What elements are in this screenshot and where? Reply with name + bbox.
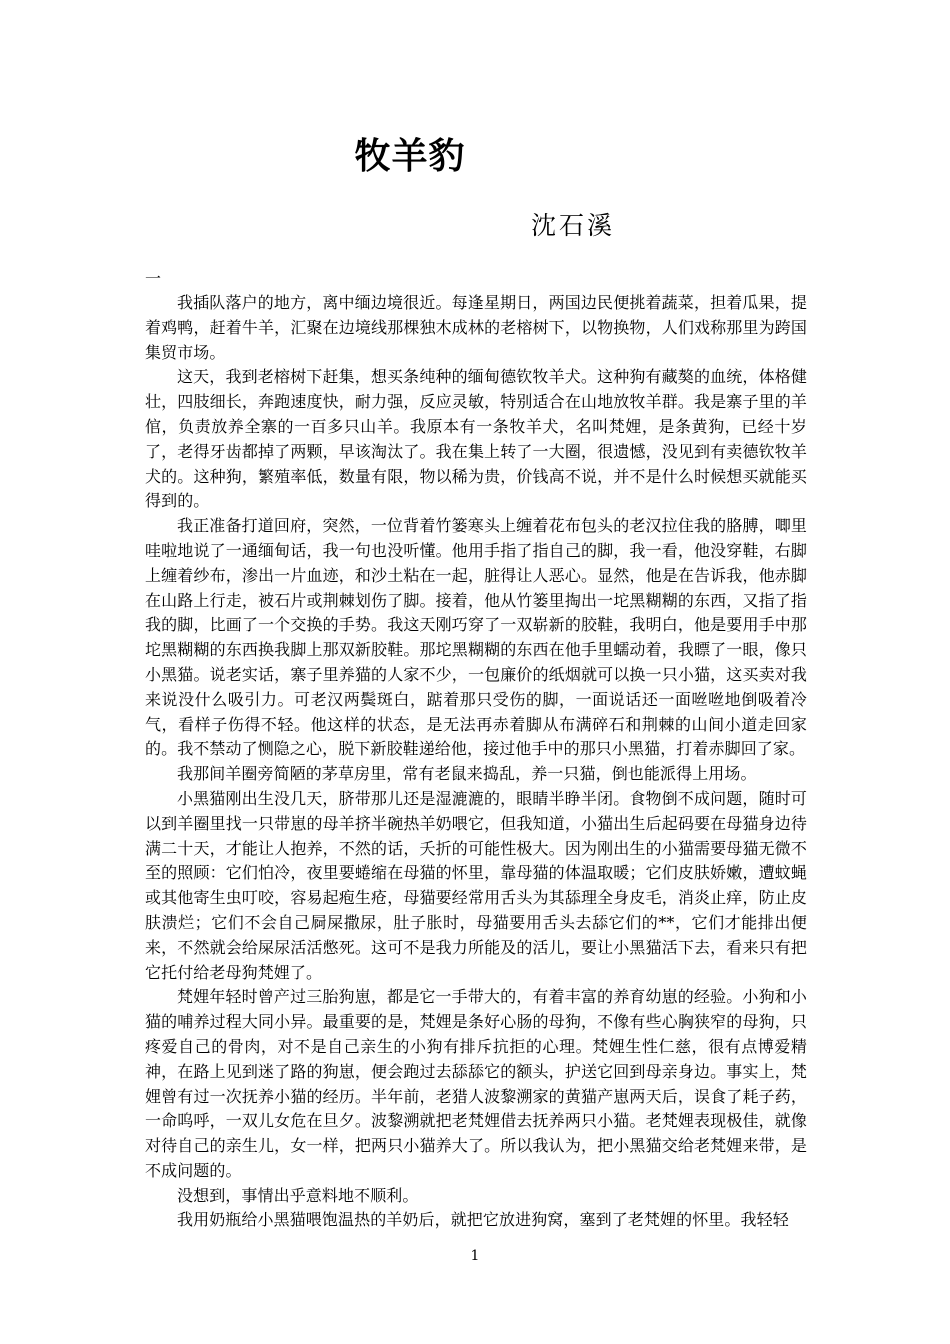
section-number: 一: [145, 269, 162, 288]
body-text: [145, 291, 807, 1233]
paragraph: 这天，我到老榕树下赶集，想买条纯种的缅甸德钦牧羊犬。这种狗有藏獒的血统，体格健壮，四肢细长，奔跑速度快，耐力强，反应灵敏，特别适合在山地放牧羊群。我是寨子里的羊倌，负责放养全寨的一百多只山羊。我原本有一条牧羊犬，名叫梵娌，是条黄狗，已经十岁了，老得牙齿都掉了两颗，早该淘汰了。我在集上转了一大圈，很遗憾，没见到有卖德钦牧羊犬的。这种狗，繁殖率低，数量有限，物以稀为贵，价钱高不说，并不是什么时候想买就能买得到的。: [145, 367, 807, 511]
paragraph: 梵娌年轻时曾产过三胎狗崽，都是它一手带大的，有着丰富的养育幼崽的经验。小狗和小猫的哺养过程大同小异。最重要的是，梵娌是条好心肠的母狗，不像有些心胸狭窄的母狗，只疼爱自己的骨肉，对不是自己亲生的小狗有排斥抗拒的心理。梵娌生性仁慈，很有点博爱精神，在路上见到迷了路的狗崽，便会跑过去舔舔它的额头，护送它回到母亲身边。事实上，梵娌曾有过一次抚养小猫的经历。半年前，老猎人波黎溯家的黄猫产崽两天后，误食了耗子药，一命呜呼，一双儿女危在旦夕。波黎溯就把老梵娌借去抚养两只小猫。老梵娌表现极佳，就像对待自己的亲生儿，女一样，把两只小猫养大了。所以我认为，把小黑猫交给老梵娌来带，是不成问题的。: [145, 987, 807, 1180]
paragraph: 小黑猫刚出生没几天，脐带那儿还是湿漉漉的，眼睛半睁半闭。食物倒不成问题，随时可以到羊圈里找一只带崽的母羊挤半碗热羊奶喂它，但我知道，小猫出生后起码要在母猫身边待满二十天，才能让人抱养，不然的话，夭折的可能性极大。因为刚出生的小猫需要母猫无微不至的照顾：它们怕冷，夜里要蜷缩在母猫的怀里，靠母猫的体温取暖；它们皮肤娇嫩，遭蚊蝇或其他寄生虫叮咬，容易起疱生疮，母猫要经常用舌头为其舔理全身皮毛，消炎止痒，防止皮肤溃烂；它们不会自己屙屎撒尿，肚子胀时，母猫要用舌头去舔它们的**，它们才能排出便来，不然就会给屎尿活活憋死。这可不是我力所能及的活儿，要让小黑猫活下去，看来只有把它托付给老母狗梵娌了。: [145, 788, 807, 982]
author-name: 沈石溪: [531, 211, 616, 240]
paragraph: 我那间羊圈旁简陋的茅草房里，常有老鼠来捣乱，养一只猫，倒也能派得上用场。: [177, 764, 757, 784]
paragraph: 没想到，事情出乎意料地不顺利。: [177, 1185, 419, 1205]
document-title: 牧羊豹: [354, 136, 466, 177]
paragraph: 我用奶瓶给小黑猫喂饱温热的羊奶后，就把它放进狗窝，塞到了老梵娌的怀里。我轻轻: [177, 1210, 789, 1230]
page-number: 1: [470, 1248, 480, 1264]
paragraph: 我插队落户的地方，离中缅边境很近。每逢星期日，两国边民便挑着蔬菜，担着瓜果，提着鸡鸭，赶着牛羊，汇聚在边境线那棵独木成林的老榕树下，以物换物，人们戏称那里为跨国集贸市场。: [145, 293, 807, 362]
paragraph: 我正准备打道回府，突然，一位背着竹篓寒头上缠着花布包头的老汉拉住我的胳膊，唧里哇啦地说了一通缅甸话，我一句也没听懂。他用手指了指自己的脚，我一看，他没穿鞋，右脚上缠着纱布，渗出一片血迹，和沙土粘在一起，脏得让人恶心。显然，他是在告诉我，他赤脚在山路上行走，被石片或荆棘划伤了脚。接着，他从竹篓里掏出一坨黑糊糊的东西，又指了指我的脚，比画了一个交换的手势。我这天刚巧穿了一双崭新的胶鞋，我明白，他是要用手中那坨黑糊糊的东西换我脚上那双新胶鞋。那坨黑糊糊的东西在他手里蠕动着，我瞟了一眼，像只小黑猫。说老实话，寨子里养猫的人家不少，一包廉价的纸烟就可以换一只小猫，这买卖对我来说没什么吸引力。可老汉两鬓斑白，踮着那只受伤的脚，一面说话还一面咝咝地倒吸着冷气，看样子伤得不轻。他这样的状态，是无法再赤着脚从布满碎石和荆棘的山间小道走回家的。我不禁动了恻隐之心，脱下新胶鞋递给他，接过他手中的那只小黑猫，打着赤脚回了家。: [145, 516, 807, 759]
